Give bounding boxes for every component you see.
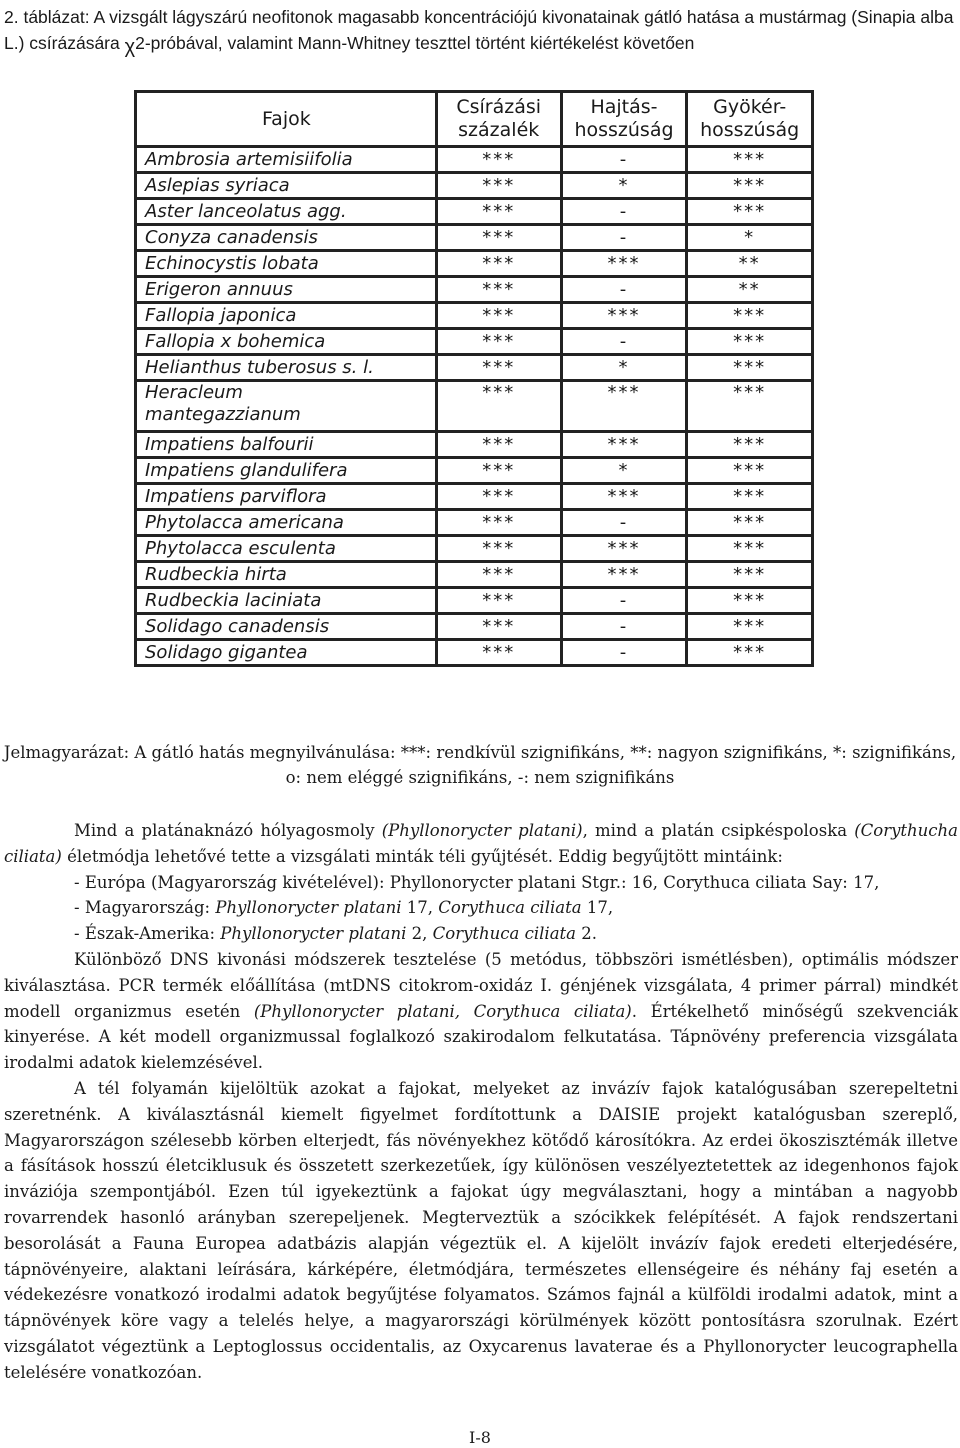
species-name: Conyza canadensis <box>136 225 437 251</box>
table-row <box>136 199 813 225</box>
root-value: *** <box>687 329 813 355</box>
root-value: *** <box>687 510 813 536</box>
shoot-value: *** <box>561 303 687 329</box>
germination-value: *** <box>436 614 561 640</box>
table-row <box>136 225 813 251</box>
germination-value: *** <box>436 458 561 484</box>
germination-value: *** <box>436 588 561 614</box>
paragraph-dna <box>4 947 958 1076</box>
shoot-value: - <box>561 640 687 666</box>
shoot-value: *** <box>561 562 687 588</box>
species-name: Rudbeckia laciniata <box>136 588 437 614</box>
species-name: Phytolacca esculenta <box>136 536 437 562</box>
species-name: Aslepias syriaca <box>136 173 437 199</box>
species-italic: (Phyllonorycter platani) <box>381 821 583 840</box>
germination-value: *** <box>436 173 561 199</box>
shoot-value: - <box>561 329 687 355</box>
species-italic: Phyllonorycter platani <box>215 898 402 918</box>
shoot-value: * <box>561 355 687 381</box>
caption-text-1: 2. táblázat: A vizsgált lágyszárú neofitonok magasabb koncentrációjú kivonatainak gátló hatása a mustármag (Sinapia alba L.) csírázására <box>4 7 954 53</box>
list-item: - Európa (Magyarország kivételével): Phyllonorycter platani Stgr.: 16, Corythuca ciliata Say: 17, <box>74 872 880 892</box>
species-italic: Corythuca ciliata <box>438 898 582 918</box>
text-run: 2. <box>576 924 597 944</box>
text-run: Mind a platánaknázó hólyagosmoly <box>74 821 382 840</box>
caption-text-2: 2-próbával, valamint Mann-Whitney teszttel történt kiértékelést követően <box>135 33 695 53</box>
shoot-value: - <box>561 614 687 640</box>
text-run: 17, <box>581 898 614 918</box>
text-run: Különböző DNS kivonási módszerek tesztelése (5 metódus, többszöri ismétlésben), optimális módszer kiválasztása. PCR termék előállítása (mtDNS citokrom-oxidáz I. génjének vizsgálata, 4 primer párral) mindkét modell organizmus esetén <box>4 949 958 1021</box>
species-name: Solidago gigantea <box>136 640 437 666</box>
root-value: ** <box>687 251 813 277</box>
germination-value: *** <box>436 147 561 173</box>
text-run: , mind a platán csipkéspoloska <box>582 821 855 840</box>
shoot-value: - <box>561 199 687 225</box>
species-italic: Phyllonorycter platani <box>220 924 407 944</box>
table-row <box>136 173 813 199</box>
shoot-value: - <box>561 277 687 303</box>
root-value: *** <box>687 484 813 510</box>
species-name: Impatiens balfourii <box>136 432 437 458</box>
species-name: Heracleum mantegazzianum <box>136 381 437 432</box>
table-row <box>136 484 813 510</box>
species-name: Solidago canadensis <box>136 614 437 640</box>
germination-value: *** <box>436 225 561 251</box>
header-species: Fajok <box>136 92 437 147</box>
table-row <box>136 458 813 484</box>
germination-value: *** <box>436 640 561 666</box>
table-caption <box>4 4 956 56</box>
table-row <box>136 303 813 329</box>
root-value: *** <box>687 458 813 484</box>
germination-value: *** <box>436 303 561 329</box>
root-value: *** <box>687 173 813 199</box>
root-value: *** <box>687 147 813 173</box>
germination-value: *** <box>436 536 561 562</box>
header-root-length: Gyökér-hosszúság <box>687 92 813 147</box>
germination-value: *** <box>436 432 561 458</box>
root-value: *** <box>687 588 813 614</box>
text-run: - Magyarország: <box>74 898 216 918</box>
table-row <box>136 432 813 458</box>
species-italic: Corythuca ciliata <box>432 924 576 944</box>
root-value: *** <box>687 303 813 329</box>
species-name: Echinocystis lobata <box>136 251 437 277</box>
table-row <box>136 640 813 666</box>
germination-value: *** <box>436 329 561 355</box>
root-value: *** <box>687 640 813 666</box>
table-row <box>136 355 813 381</box>
species-name: Ambrosia artemisiifolia <box>136 147 437 173</box>
root-value: *** <box>687 432 813 458</box>
table-legend: Jelmagyarázat: A gátló hatás megnyilvánulása: ***: rendkívül szignifikáns, **: nagyon szignifikáns, *: szignifikáns, o: nem eléggé szignifikáns, -: nem szignifikáns <box>3 743 957 787</box>
root-value: *** <box>687 562 813 588</box>
species-italic: (Phyllonorycter platani, Corythuca ciliata) <box>253 1001 632 1021</box>
body-text <box>4 818 958 1386</box>
chi-symbol: χ <box>124 36 136 58</box>
germination-value: *** <box>436 381 561 432</box>
table-row <box>136 510 813 536</box>
germination-value: *** <box>436 251 561 277</box>
shoot-value: * <box>561 173 687 199</box>
text-run: - Észak-Amerika: <box>74 924 221 944</box>
table-header-row <box>136 92 813 147</box>
shoot-value: *** <box>561 484 687 510</box>
shoot-value: *** <box>561 381 687 432</box>
text-run: 2, <box>406 924 433 944</box>
header-shoot-length: Hajtás-hosszúság <box>561 92 687 147</box>
species-name: Impatiens parviflora <box>136 484 437 510</box>
list-item <box>4 895 958 921</box>
table-row <box>136 614 813 640</box>
paragraph-catalogue: A tél folyamán kijelöltük azokat a fajokat, melyeket az invázív fajok katalógusában szerepeltetni szeretnénk. A kiválasztásnál kiemelt figyelmet fordítottunk a DAISIE projekt katalógusban szereplő, Magyarországon szélesebb körben elterjedt, fás növényekhez kötődő károsítókra. Az erdei ökoszisztémák illetve a fásítások hosszú életciklusuk és összetett szerkezetűek, így különösen veszélyeztetettek az idegenhonos fajok inváziója szempontjából. Ezen túl igyekeztünk a fajokat úgy megválasztani, hogy a mintában a nagyobb rovarrendek hasonló arányban szerepeljenek. Megterveztük a szócikkek felépítését. A fajok rendszertani besorolását a Fauna Europea adatbázis alapján végeztük el. A kijelölt invázív fajok eredeti elterjedésére, tápnövényeire, alaktani leírására, kárképére, életmódjára, természetes ellenségeire és néhány faj esetén a védekezésre vonatkozó irodalmi adatok begyűjtése folyamatos. Számos fajnál a külföldi irodalmi adatok, mint a tápnövények köre vagy a telelés helye, a magyarországi körülmények között pontosításra szorulnak. Ezért vizsgálatot végeztünk a Leptoglossus occidentalis, az Oxycarenus lavaterae és a Phyllonorycter leucographella telelésére vonatkozóan. <box>4 1078 958 1382</box>
germination-value: *** <box>436 484 561 510</box>
shoot-value: - <box>561 510 687 536</box>
table-row <box>136 562 813 588</box>
germination-value: *** <box>436 355 561 381</box>
table-row <box>136 381 813 432</box>
table-row <box>136 329 813 355</box>
shoot-value: - <box>561 588 687 614</box>
header-germination: Csírázási százalék <box>436 92 561 147</box>
text-run: . Értékelhető minőségű szekvenciák kinyerése. A két modell organizmussal foglalkozó szakirodalom felkutatása. Tápnövény preferencia vizsgálata irodalmi adatok kielemzésével. <box>4 1001 959 1073</box>
species-italic: (Corythucha ciliata) <box>4 821 959 866</box>
species-name: Phytolacca americana <box>136 510 437 536</box>
species-name: Impatiens glandulifera <box>136 458 437 484</box>
text-run: életmódja lehetővé tette a vizsgálati minták téli gyűjtését. Eddig begyűjtött mintáink: <box>61 846 783 866</box>
shoot-value: *** <box>561 536 687 562</box>
paragraph-samples <box>4 818 958 870</box>
results-table-container <box>134 90 814 667</box>
table-row <box>136 251 813 277</box>
page-number: I-8 <box>469 1428 491 1447</box>
root-value: *** <box>687 381 813 432</box>
root-value: ** <box>687 277 813 303</box>
results-table <box>134 90 814 667</box>
shoot-value: - <box>561 147 687 173</box>
root-value: *** <box>687 355 813 381</box>
table-row <box>136 147 813 173</box>
table-row <box>136 588 813 614</box>
species-name: Aster lanceolatus agg. <box>136 199 437 225</box>
text-run: 17, <box>401 898 439 918</box>
germination-value: *** <box>436 510 561 536</box>
root-value: *** <box>687 614 813 640</box>
shoot-value: *** <box>561 432 687 458</box>
root-value: *** <box>687 199 813 225</box>
germination-value: *** <box>436 562 561 588</box>
germination-value: *** <box>436 199 561 225</box>
species-name: Helianthus tuberosus s. l. <box>136 355 437 381</box>
shoot-value: * <box>561 458 687 484</box>
germination-value: *** <box>436 277 561 303</box>
table-row <box>136 277 813 303</box>
species-name: Fallopia japonica <box>136 303 437 329</box>
species-name: Rudbeckia hirta <box>136 562 437 588</box>
table-row <box>136 536 813 562</box>
species-name: Fallopia x bohemica <box>136 329 437 355</box>
shoot-value: *** <box>561 251 687 277</box>
species-name: Erigeron annuus <box>136 277 437 303</box>
shoot-value: - <box>561 225 687 251</box>
root-value: *** <box>687 536 813 562</box>
list-item <box>4 921 958 947</box>
root-value: * <box>687 225 813 251</box>
